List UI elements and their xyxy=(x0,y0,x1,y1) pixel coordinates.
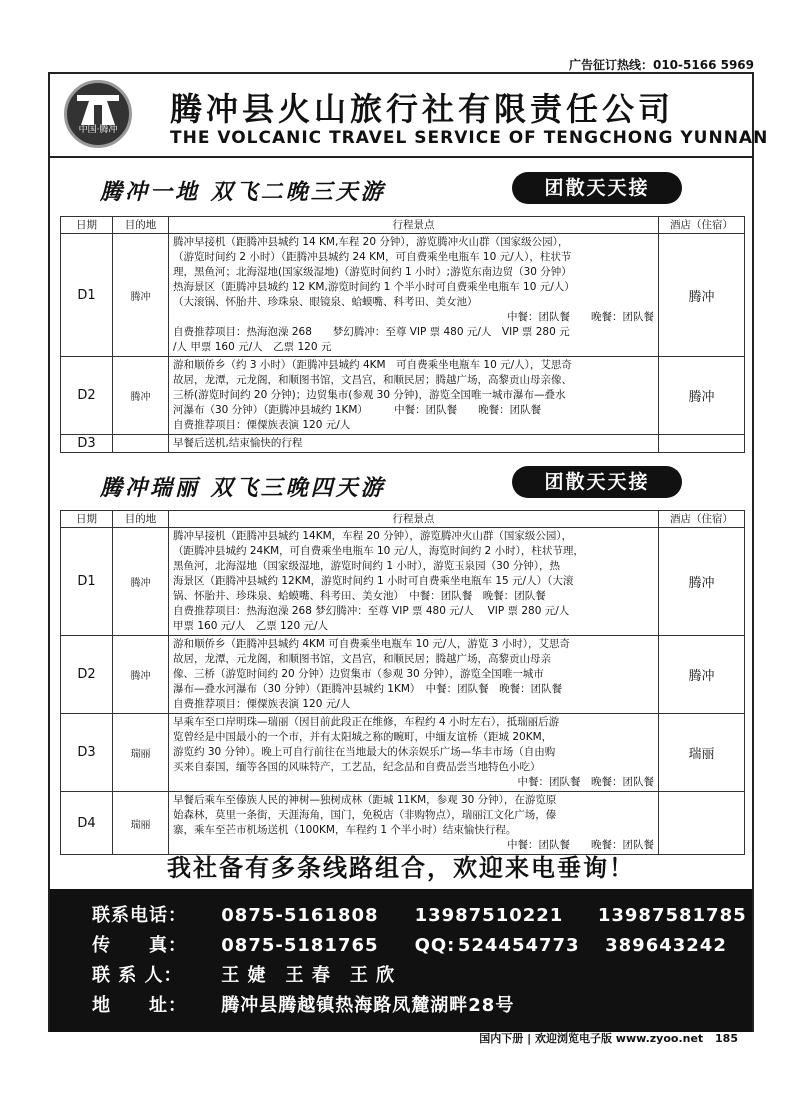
itinerary-line: 理，黑鱼河；北海湿地(国家级湿地)（游览时间约 1 小时）;游览东南边贸（30 分钟） xyxy=(173,266,572,278)
day-cell: D1 xyxy=(61,528,113,636)
address-label: 地 址： xyxy=(92,995,187,1016)
qq-number: 389643242 xyxy=(605,935,727,956)
table-row xyxy=(61,528,745,636)
itinerary-cell xyxy=(169,528,659,636)
itinerary-line: 中餐：团队餐 晚餐：团队餐 xyxy=(517,776,654,788)
hotel-cell xyxy=(659,435,745,453)
itinerary-line: /人 甲票 160 元/人 乙票 120 元 xyxy=(173,341,332,353)
address-value: 腾冲县腾越镇热海路凤麓湖畔28号 xyxy=(221,995,515,1016)
itinerary-line: 中餐：团队餐 晚餐：团队餐 xyxy=(507,839,654,851)
itinerary-line: 腾冲早接机（距腾冲县城约 14 KM,车程 20 分钟），游览腾冲火山群（国家级公园）， xyxy=(173,236,569,248)
day-cell: D3 xyxy=(61,435,113,453)
day-cell: D2 xyxy=(61,357,113,435)
itinerary-cell xyxy=(169,435,659,453)
itinerary-line: 自费推荐项目：傈僳族表演 120 元/人 xyxy=(173,419,351,431)
phone-row xyxy=(92,901,747,927)
table-row xyxy=(61,435,745,453)
header-dest: 目的地 xyxy=(113,217,169,234)
day-cell: D1 xyxy=(61,234,113,357)
header-itinerary: 行程景点 xyxy=(169,511,659,528)
route2-badge: 团散天天接 xyxy=(512,466,682,498)
destination-cell xyxy=(113,435,169,453)
itinerary-cell xyxy=(169,792,659,855)
itinerary-line: 河瀑布（30 分钟）（距腾冲县城约 1KM） 中餐：团队餐 晚餐：团队餐 xyxy=(173,404,542,416)
table-header-row xyxy=(61,217,745,234)
contact-persons: 王 婕 王 春 王 欣 xyxy=(221,965,396,986)
table-row xyxy=(61,714,745,792)
hotel-cell: 腾冲 xyxy=(659,636,745,714)
itinerary-cell xyxy=(169,357,659,435)
volcano-logo-icon xyxy=(64,80,132,148)
destination-cell: 腾冲 xyxy=(113,234,169,357)
itinerary-line: 寨，乘车至芒市机场送机（100KM，车程约 1 个半小时）结束愉快行程。 xyxy=(173,824,517,836)
itinerary-line: 瀑布—叠水河瀑布（30 分钟）（距腾冲县城约 1KM） 中餐：团队餐 晚餐：团队餐 xyxy=(173,683,563,695)
day-cell: D3 xyxy=(61,714,113,792)
destination-cell: 瑞丽 xyxy=(113,792,169,855)
header-date: 日期 xyxy=(61,511,113,528)
header-hotel: 酒店（住宿） xyxy=(659,511,745,528)
phone-number: 13987581785 xyxy=(597,905,747,926)
contact-panel xyxy=(50,889,752,1032)
day-cell: D4 xyxy=(61,792,113,855)
page-number: 185 xyxy=(715,1032,738,1045)
footer-slogan: 欢迎浏览电子版 www.zyoo.net xyxy=(534,1032,704,1045)
itinerary-line: 早乘车至口岸明珠—瑞丽（因目前此段正在维修，车程约 4 小时左右），抵瑞丽后游 xyxy=(173,716,560,728)
itinerary-cell xyxy=(169,636,659,714)
itinerary-line: 故居，龙潭，元龙阁，和顺图书馆，文昌宫，和顺民居；腾越广场，高黎贡山母亲像、 xyxy=(173,374,572,386)
itinerary-line: 买来自泰国，缅等各国的风味特产，工艺品，纪念品和自费品尝当地特色小吃） xyxy=(173,761,541,773)
route1-title: 腾冲一地 双飞二晚三天游 xyxy=(100,180,386,205)
route2-title: 腾冲瑞丽 双飞三晚四天游 xyxy=(100,476,386,501)
itinerary-cell xyxy=(169,234,659,357)
destination-cell: 瑞丽 xyxy=(113,714,169,792)
header-dest: 目的地 xyxy=(113,511,169,528)
itinerary-line: 自费推荐项目：傈僳族表演 120 元/人 xyxy=(173,698,351,710)
header-date: 日期 xyxy=(61,217,113,234)
hotel-cell: 腾冲 xyxy=(659,528,745,636)
itinerary-line: 锅、怀胎井、珍珠泉、蛤蟆嘴、科考田、美女池） 中餐：团队餐 晚餐：团队餐 xyxy=(173,590,546,602)
table-row xyxy=(61,234,745,357)
itinerary-cell xyxy=(169,714,659,792)
itinerary-line: 览曾经是中国最小的一个市，并有太阳城之称的畹町，中缅友谊桥（距城 20KM， xyxy=(173,731,553,743)
itinerary-line: （游览时间约 2 小时）（距腾冲县城约 24 KM，可自费乘坐电瓶车 10 元/人），柱状节 xyxy=(173,251,572,263)
hotel-cell: 腾冲 xyxy=(659,357,745,435)
itinerary-line: 中餐：团队餐 晚餐：团队餐 xyxy=(507,311,654,323)
itinerary-line: 黑鱼河，北海湿地（国家级湿地，游览时间约 1 小时），游览玉泉园（30 分钟），热 xyxy=(173,560,561,572)
itinerary-line: 游和顺侨乡（约 3 小时）（距腾冲县城约 4KM 可自费乘坐电瓶车 10 元/人），艾思奇 xyxy=(173,359,572,371)
fax-label: 传 真： xyxy=(92,935,187,956)
hotel-cell: 瑞丽 xyxy=(659,714,745,792)
page-footer xyxy=(479,1030,738,1046)
phone-number: 0875-5161808 xyxy=(221,905,379,926)
route1-itinerary-table xyxy=(60,216,745,453)
itinerary-line: 三桥(游览时间约 20 分钟)；边贸集市(参观 30 分钟)，游览全国唯一城市瀑布—叠水 xyxy=(173,389,566,401)
phone-number: 13987510221 xyxy=(414,905,564,926)
footer-section: 国内下册 xyxy=(479,1032,524,1045)
itinerary-line: 自费推荐项目：热海泡澡 268 梦幻腾冲：至尊 VIP 票 480 元/人 VIP 票 280 元 xyxy=(173,326,570,338)
ad-hotline: 广告征订热线：010-5166 5969 xyxy=(568,58,754,72)
contact-person-label: 联 系 人： xyxy=(92,965,183,986)
header-hotel: 酒店（住宿） xyxy=(659,217,745,234)
itinerary-line: 自费推荐项目：热海泡澡 268 梦幻腾冲：至尊 VIP 票 480 元/人 VIP 票 280 元/人 xyxy=(173,605,570,617)
itinerary-line: 甲票 160 元/人 乙票 120 元/人 xyxy=(173,620,329,632)
table-header-row xyxy=(61,511,745,528)
itinerary-line: 始森林，莫里一条街，天涯海角，国门，免税店（非购物点），瑞丽江文化广场，傣 xyxy=(173,809,557,821)
logo-text: 中国·腾冲 xyxy=(78,125,118,135)
advertisement-frame xyxy=(48,72,769,1032)
header-itinerary: 行程景点 xyxy=(169,217,659,234)
itinerary-line: 游和顺侨乡（距腾冲县城约 4KM 可自费乘坐电瓶车 10 元/人，游览 3 小时），艾思奇 xyxy=(173,638,570,650)
table-row xyxy=(61,792,745,855)
route2-itinerary-table xyxy=(60,510,745,855)
table-row xyxy=(61,636,745,714)
qq-number: 524454773 xyxy=(457,935,580,956)
itinerary-line: 早餐后送机,结束愉快的行程 xyxy=(173,437,303,449)
itinerary-line: 故居，龙潭，元龙阁，和顺图书馆，文昌宫，和顺民居；腾越广场，高黎贡山母亲 xyxy=(173,653,551,665)
company-name-cn: 腾冲县火山旅行社有限责任公司 xyxy=(170,90,675,128)
route1-badge: 团散天天接 xyxy=(512,172,682,204)
itinerary-line: 游览约 30 分钟）。晚上可自行前往在当地最大的休亲娱乐广场—华丰市场（自由购 xyxy=(173,746,556,758)
address-row xyxy=(92,991,514,1017)
destination-cell: 腾冲 xyxy=(113,357,169,435)
contact-person-row xyxy=(92,961,395,987)
table-row xyxy=(61,357,745,435)
qq-label: QQ: xyxy=(414,935,456,956)
phone-label: 联系电话： xyxy=(92,905,187,926)
itinerary-line: 像、三桥（游览时间约 20 分钟）边贸集市（参观 30 分钟），游览全国唯一城市 xyxy=(173,668,544,680)
itinerary-line: 早餐后乘车至傣族人民的神树—独树成林（距城 11KM，参观 30 分钟），在游览原 xyxy=(173,794,557,806)
itinerary-line: 热海景区（距腾冲县城约 12 KM,游览时间约 1 个半小时可自费乘坐电瓶车 10 元/人） xyxy=(173,281,575,293)
itinerary-line: （大滚锅、怀胎井、珍珠泉、眼镜泉、蛤蟆嘴、科考田、美女池） xyxy=(173,296,478,308)
destination-cell: 腾冲 xyxy=(113,636,169,714)
fax-row xyxy=(92,931,727,957)
destination-cell: 腾冲 xyxy=(113,528,169,636)
fax-number: 0875-5181765 xyxy=(221,935,379,956)
agency-slogan: 我社备有多条线路组合，欢迎来电垂询！ xyxy=(167,853,635,882)
company-header xyxy=(50,74,769,158)
hotel-cell: 腾冲 xyxy=(659,234,745,357)
footer-separator: | xyxy=(527,1032,532,1045)
hotel-cell xyxy=(659,792,745,855)
itinerary-line: 海景区（距腾冲县城约 12KM，游览时间约 1 小时可自费乘坐电瓶车 15 元/人）（大滚 xyxy=(173,575,574,587)
day-cell: D2 xyxy=(61,636,113,714)
itinerary-line: 腾冲早接机（距腾冲县城约 14KM，车程 20 分钟），游览腾冲火山群（国家级公园）， xyxy=(173,530,573,542)
company-name-en: THE VOLCANIC TRAVEL SERVICE OF TENGCHONG YUNNAN xyxy=(170,128,769,148)
itinerary-line: （距腾冲县城约 24KM，可自费乘坐电瓶车 10 元/人，海览时间约 2 小时），柱状节理， xyxy=(173,545,584,557)
